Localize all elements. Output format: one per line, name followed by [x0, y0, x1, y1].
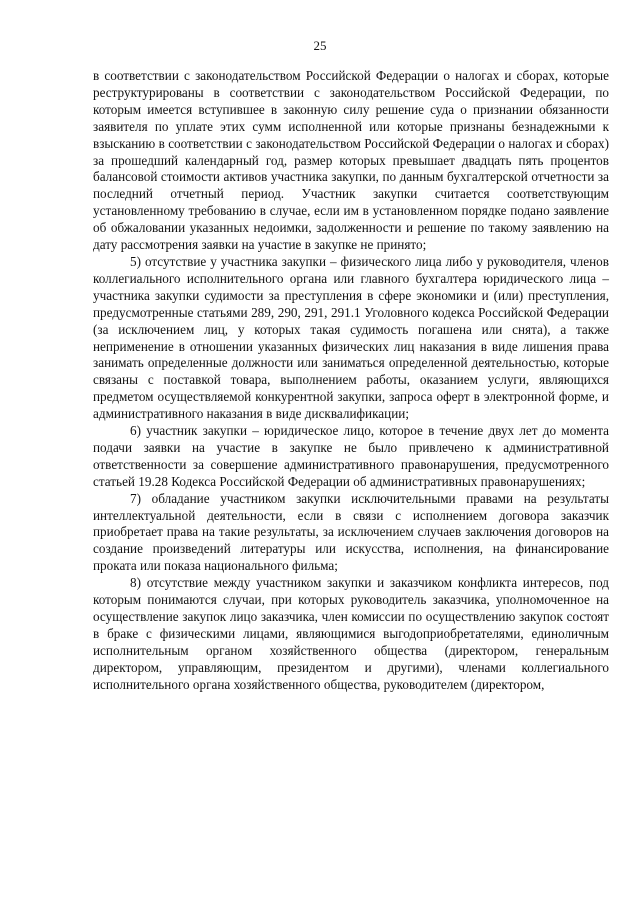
paragraph-item-7: 7) обладание участником закупки исключительными правами на результаты интеллектуальной деятельности, если в связи с исполнением договора заказчик приобретает права на такие результаты, за исключением случаев заключения договоров на создание произведений литературы или искусства, исполнения, на финансирование проката или показа национального фильма;: [93, 490, 609, 574]
paragraph-continuation: в соответствии с законодательством Российской Федерации о налогах и сборах, которые реструктурированы в соответствии с законодательством Российской Федерации, по которым имеется вступившее в законную силу решение суда о признании обязанности заявителя по уплате этих сумм исполненной или которые признаны безнадежными к взысканию в соответствии с законодательством Российской Федерации о налогах и сборах) за прошедший календарный год, размер которых превышает двадцать пять процентов балансовой стоимости активов участника закупки, по данным бухгалтерской отчетности за последний отчетный период. Участник закупки считается соответствующим установленному требованию в случае, если им в установленном порядке подано заявление об обжаловании указанных недоимки, задолженности и решение по такому заявлению на дату рассмотрения заявки на участие в закупке не принято;: [93, 68, 609, 253]
paragraph-item-6: 6) участник закупки – юридическое лицо, которое в течение двух лет до момента подачи заявки на участие в закупке не было привлечено к административной ответственности за совершение административного правонарушения, предусмотренного статьей 19.28 Кодекса Российской Федерации об административных правонарушениях;: [93, 423, 609, 489]
paragraph-item-8: 8) отсутствие между участником закупки и заказчиком конфликта интересов, под которым понимаются случаи, при которых руководитель заказчика, уполномоченное на осуществление закупок лицо заказчика, член комиссии по осуществлению закупок состоят в браке с физическими лицами, являющимися выгодоприобретателями, единоличным исполнительным органом хозяйственного общества (директором, генеральным директором, управляющим, президентом и другими), членами коллегиального исполнительного органа хозяйственного общества, руководителем (директором,: [93, 575, 609, 692]
paragraph-item-5: 5) отсутствие у участника закупки – физического лица либо у руководителя, членов коллегиального исполнительного органа или главного бухгалтера юридического лица – участника закупки судимости за преступления в сфере экономики и (или) преступления, предусмотренные статьями 289, 290, 291, 291.1 Уголовного кодекса Российской Федерации (за исключением лиц, у которых такая судимость погашена или снята), а также неприменение в отношении указанных физических лиц наказания в виде лишения права занимать определенные должности или заниматься определенной деятельностью, которые связаны с поставкой товара, выполнением работы, оказанием услуги, являющихся предметом осуществляемой конкурентной закупки, запроса оферт в электронной форме, и административного наказания в виде дисквалификации;: [93, 253, 609, 422]
page-number: 25: [313, 38, 327, 53]
document-body: [93, 68, 609, 694]
